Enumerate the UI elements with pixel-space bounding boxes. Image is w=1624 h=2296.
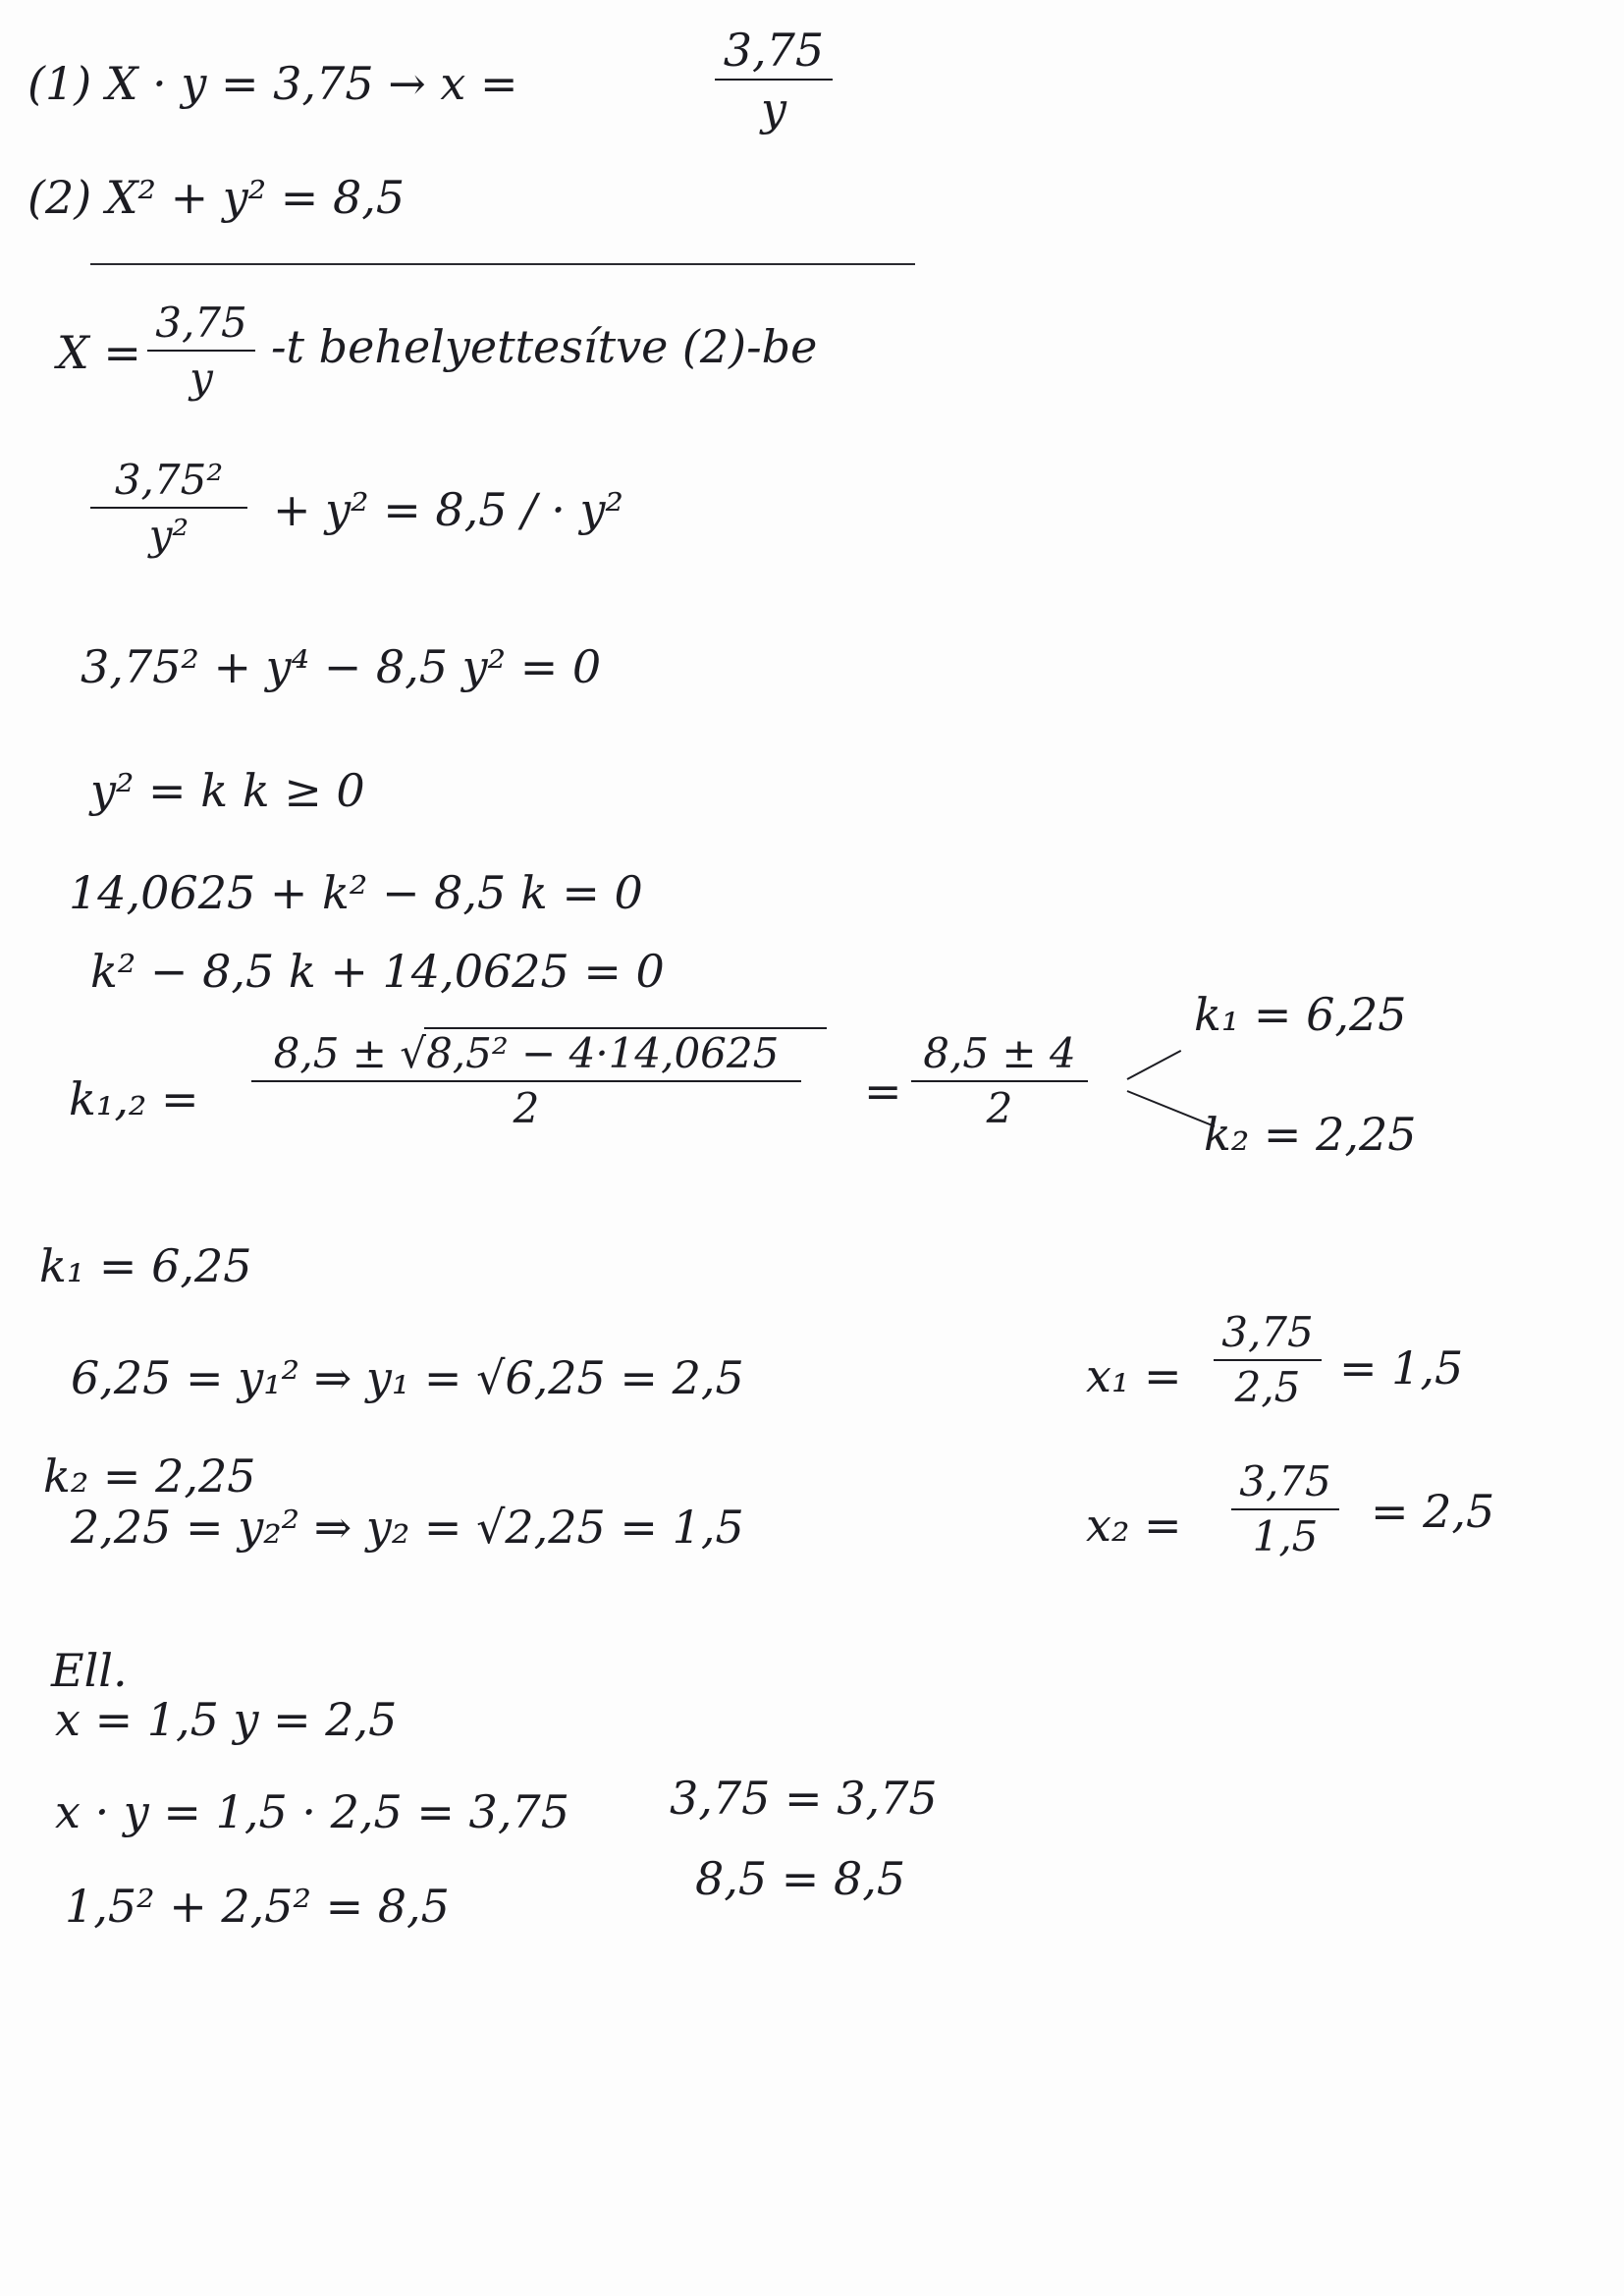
equation-1-fraction bbox=[715, 24, 833, 136]
fraction-bar bbox=[1214, 1359, 1322, 1361]
check-squares-result: 8,5 = 8,5 bbox=[695, 1852, 906, 1905]
fraction-bar bbox=[147, 350, 255, 352]
check-values: x = 1,5 y = 2,5 bbox=[55, 1693, 398, 1746]
case-2-x-lhs: x₂ = bbox=[1086, 1499, 1182, 1552]
fraction-numerator: 8,5 ± 4 bbox=[923, 1029, 1076, 1077]
fraction-numerator: 3,75 bbox=[1221, 1308, 1314, 1356]
root-k2: k₂ = 2,25 bbox=[1204, 1108, 1417, 1161]
fraction-bar bbox=[1231, 1508, 1339, 1510]
branch-line-upper bbox=[1127, 1050, 1182, 1080]
quadratic-lhs: k₁,₂ = bbox=[69, 1072, 199, 1125]
fraction-numerator: 3,75 bbox=[155, 299, 247, 347]
fraction-numerator: 3,75 bbox=[723, 24, 825, 77]
substitution-lhs: X = bbox=[57, 326, 141, 379]
step-1-fraction bbox=[90, 456, 247, 559]
quadratic-equals: = bbox=[864, 1065, 902, 1118]
fraction-denominator: 1,5 bbox=[1252, 1512, 1319, 1560]
check-squares: 1,5² + 2,5² = 8,5 bbox=[65, 1880, 450, 1933]
fraction-bar bbox=[90, 507, 247, 509]
quadratic-fraction bbox=[251, 1029, 801, 1132]
quadratic-fraction-simplified bbox=[911, 1029, 1088, 1132]
case-1-x-lhs: x₁ = bbox=[1086, 1349, 1182, 1402]
fraction-denominator: y bbox=[761, 82, 786, 136]
substitution-fraction bbox=[147, 299, 255, 402]
separator-line bbox=[90, 263, 915, 265]
case-2-heading: k₂ = 2,25 bbox=[43, 1449, 256, 1503]
root-k1: k₁ = 6,25 bbox=[1194, 988, 1407, 1041]
case-2-x-result: = 2,5 bbox=[1371, 1485, 1495, 1538]
step-5: k² − 8,5 k + 14,0625 = 0 bbox=[90, 945, 665, 998]
case-1-x-result: = 1,5 bbox=[1339, 1341, 1464, 1394]
square-root-bar bbox=[424, 1027, 827, 1029]
fraction-denominator: y² bbox=[148, 511, 189, 559]
step-2: 3,75² + y⁴ − 8,5 y² = 0 bbox=[81, 640, 602, 693]
case-1-heading: k₁ = 6,25 bbox=[39, 1239, 252, 1292]
check-product-result: 3,75 = 3,75 bbox=[670, 1772, 938, 1825]
fraction-numerator: 3,75 bbox=[1239, 1457, 1331, 1505]
fraction-bar bbox=[911, 1080, 1088, 1082]
branch-line-lower bbox=[1127, 1090, 1216, 1127]
step-1-rest: + y² = 8,5 / · y² bbox=[273, 483, 623, 536]
case-1-y: 6,25 = y₁² ⇒ y₁ = √6,25 = 2,5 bbox=[71, 1351, 744, 1404]
check-heading: Ell. bbox=[51, 1644, 128, 1697]
fraction-bar bbox=[251, 1080, 801, 1082]
step-4: 14,0625 + k² − 8,5 k = 0 bbox=[69, 866, 643, 919]
fraction-bar bbox=[715, 79, 833, 81]
fraction-numerator: 8,5 ± √8,5² − 4·14,0625 bbox=[273, 1029, 780, 1077]
case-2-y: 2,25 = y₂² ⇒ y₂ = √2,25 = 1,5 bbox=[71, 1501, 744, 1554]
fraction-denominator: 2,5 bbox=[1234, 1363, 1301, 1411]
substitution-note: -t behelyettesítve (2)-be bbox=[271, 320, 818, 373]
step-3: y² = k k ≥ 0 bbox=[90, 764, 365, 817]
fraction-denominator: 2 bbox=[513, 1084, 540, 1132]
equation-2: (2) X² + y² = 8,5 bbox=[27, 171, 406, 224]
case-2-x-fraction bbox=[1231, 1457, 1339, 1560]
check-product: x · y = 1,5 · 2,5 = 3,75 bbox=[55, 1785, 569, 1838]
fraction-denominator: y bbox=[189, 354, 213, 402]
fraction-numerator: 3,75² bbox=[114, 456, 224, 504]
equation-1: (1) X · y = 3,75 → x = bbox=[27, 57, 518, 110]
case-1-x-fraction bbox=[1214, 1308, 1322, 1411]
fraction-denominator: 2 bbox=[986, 1084, 1013, 1132]
